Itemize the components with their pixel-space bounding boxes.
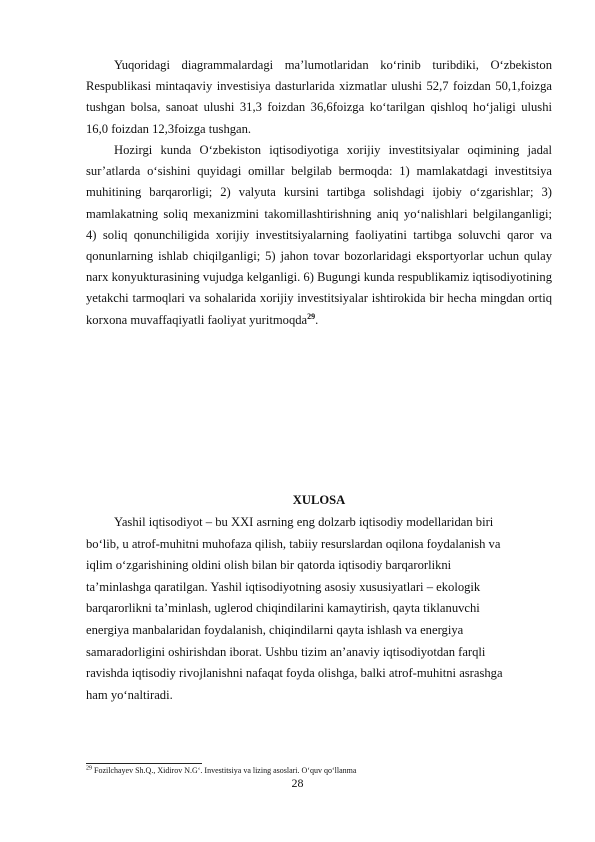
conclusion-line: energiya manbalaridan foydalanish, chiqindilarni qayta ishlash va energiya — [86, 622, 464, 637]
paragraph-text: Yuqoridagi diagrammalardagi ma’lumotlaridan ko‘rinib turibdiki, O‘zbekiston Respublikasi mintaqaviy investisiya dasturlarida xizmatlar ulushi 52,7 foizdan 50,1,foizga tushgan bolsa, sanoat ulushi 31,3 foizdan 36,6foizga ko‘tarilgan qishloq ho‘jaligi ulushi 16,0 foizdan 12,3foizga tushgan. — [86, 58, 552, 136]
paragraph-investment-factors — [86, 140, 552, 331]
paragraph-text: Hozirgi kunda O‘zbekiston iqtisodiyotiga xorijiy investitsiyalar oqimining jadal sur’atlarda o‘sishini quyidagi omillar belgilab bermoqda: 1) mamlakatdagi investitsiya muhitining barqarorligi; 2) valyuta kursini tartibga solishdagi ijobiy o‘zgarishlar; 3) mamlakatning soliq mexanizmini takomillashtirishning aniq yo‘nalishlari belgilanganligi; 4) soliq qonunchiligida xorijiy investitsiyalarning faoliyatini tartibga soluvchi qaror va qonunlarning ishlab chiqilganligi; 5) jahon tovar bozorlaridagi eksportyorlar uchun qulay narx konyukturasining vujudga kelganligi. 6) Bugungi kunda respublikamiz iqtisodiyotining yetakchi tarmoqlari va sohalarida xorijiy investitsiyalar ishtirokida bir hecha mingdan ortiq korxona muvaffaqiyatli faoliyat yuritmoqda — [86, 143, 552, 327]
conclusion-line: samaradorligini oshirishdan iborat. Ushbu tizim an’anaviy iqtisodiyotdan farqli — [86, 644, 486, 659]
conclusion-line: iqlim o‘zgarishining oldini olish bilan bir qatorda iqtisodiy barqarorlikni — [86, 558, 452, 573]
paragraph-diagram-summary — [86, 55, 552, 140]
paragraph-end-mark: . — [315, 312, 319, 327]
conclusion-line: ham yo‘naltiradi. — [86, 687, 173, 702]
section-heading: XULOSA — [292, 493, 346, 507]
footnote-text: Fozilchayev Sh.Q., Xidirov N.G‘. Investitsiya va lizing asoslari. O‘quv qo‘llanma — [92, 766, 357, 775]
footnote — [86, 766, 556, 776]
conclusion-paragraph — [86, 512, 556, 706]
conclusion-line: ravishda iqtisodiy rivojlanishni nafaqat foyda olishga, balki atrof-muhitni asrashga — [86, 666, 503, 681]
footnote-number: 29 — [86, 765, 92, 772]
conclusion-line — [86, 512, 556, 534]
conclusion-line: barqarorlikni ta’minlash, uglerod chiqindilarini kamaytirish, qayta tiklanuvchi — [86, 601, 480, 616]
conclusion-line-text: Yashil iqtisodiyot – bu XXI asrning eng dolzarb iqtisodiy modellaridan biri — [114, 515, 494, 529]
page-number: 28 — [291, 776, 304, 790]
footnote-divider — [86, 763, 202, 764]
conclusion-line: bo‘lib, u atrof-muhitni muhofaza qilish, tabiiy resurslardan oqilona foydalanish va — [86, 536, 501, 551]
footnote-reference[interactable]: 29 — [307, 311, 316, 321]
conclusion-line: ta’minlashga qaratilgan. Yashil iqtisodiyotning asosiy xususiyatlari – ekologik — [86, 579, 481, 594]
